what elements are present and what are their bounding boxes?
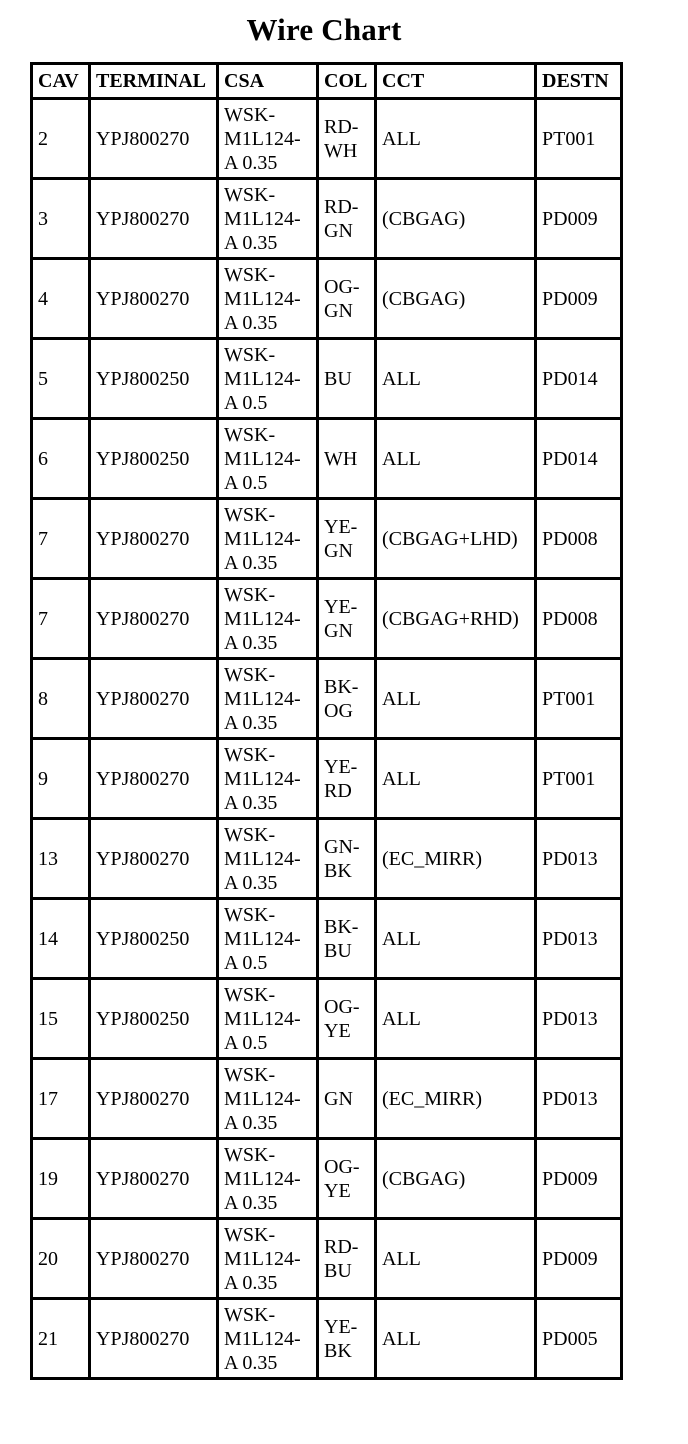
color-cell [318,979,376,1059]
color-cell [318,659,376,739]
destination-cell: PD005 [536,1299,622,1379]
terminal-cell: YPJ800250 [90,339,218,419]
csa-line: M1L124- [224,607,301,630]
csa-line: WSK- [224,983,276,1006]
csa-cell [218,99,318,179]
cav-cell: 5 [32,339,90,419]
terminal-cell: YPJ800250 [90,419,218,499]
csa-line: A 0.35 [224,711,278,734]
color-line: BK [324,859,352,882]
color-cell [318,1299,376,1379]
csa-cell [218,1219,318,1299]
csa-line: M1L124- [224,1167,301,1190]
color-cell [318,739,376,819]
circuit-cell: ALL [376,99,536,179]
cav-cell: 2 [32,99,90,179]
table-row [32,179,622,259]
table-row [32,819,622,899]
csa-cell [218,659,318,739]
csa-line: WSK- [224,823,276,846]
table-row [32,1219,622,1299]
circuit-cell: ALL [376,339,536,419]
destination-cell: PD013 [536,979,622,1059]
circuit-cell: ALL [376,739,536,819]
page-title: Wire Chart [246,12,402,47]
circuit-cell: ALL [376,979,536,1059]
cav-cell: 14 [32,899,90,979]
csa-line: M1L124- [224,1247,301,1270]
table-row [32,659,622,739]
csa-line: A 0.35 [224,551,278,574]
cav-cell: 13 [32,819,90,899]
column-header-cct: CCT [376,64,536,99]
destination-cell: PD013 [536,819,622,899]
table-row [32,979,622,1059]
destination-cell: PD009 [536,259,622,339]
circuit-cell: ALL [376,419,536,499]
color-line: OG- [324,275,360,298]
csa-line: WSK- [224,503,276,526]
terminal-cell: YPJ800270 [90,739,218,819]
cav-cell: 15 [32,979,90,1059]
table-row [32,579,622,659]
color-line: GN- [324,835,360,858]
terminal-cell: YPJ800270 [90,1059,218,1139]
csa-cell [218,899,318,979]
csa-line: WSK- [224,743,276,766]
color-cell [318,899,376,979]
csa-cell [218,499,318,579]
csa-line: WSK- [224,663,276,686]
circuit-cell: (CBGAG) [376,259,536,339]
destination-cell: PD014 [536,419,622,499]
csa-line: M1L124- [224,127,301,150]
csa-cell [218,419,318,499]
color-line: RD- [324,1235,359,1258]
csa-line: A 0.35 [224,1271,278,1294]
csa-line: M1L124- [224,1327,301,1350]
color-cell [318,99,376,179]
csa-line: A 0.35 [224,1111,278,1134]
csa-line: M1L124- [224,1007,301,1030]
destination-cell: PT001 [536,99,622,179]
csa-line: A 0.35 [224,791,278,814]
color-line: BU [324,1259,352,1282]
column-header-destn: DESTN [536,64,622,99]
color-cell [318,419,376,499]
color-line: GN [324,299,353,322]
csa-line: A 0.35 [224,1191,278,1214]
cav-cell: 19 [32,1139,90,1219]
destination-cell: PT001 [536,739,622,819]
cav-cell: 21 [32,1299,90,1379]
color-line: RD [324,779,352,802]
destination-cell: PD009 [536,1139,622,1219]
terminal-cell: YPJ800270 [90,179,218,259]
csa-line: M1L124- [224,687,301,710]
csa-cell [218,1299,318,1379]
csa-line: A 0.35 [224,631,278,654]
table-body [32,99,622,1379]
csa-cell [218,259,318,339]
color-line: BK- [324,675,359,698]
csa-line: WSK- [224,183,276,206]
csa-line: WSK- [224,1143,276,1166]
table-row [32,419,622,499]
color-line: BU [324,367,352,390]
table-row [32,1139,622,1219]
cav-cell: 17 [32,1059,90,1139]
csa-line: A 0.35 [224,311,278,334]
circuit-cell: ALL [376,659,536,739]
table-row [32,1059,622,1139]
circuit-cell: (CBGAG+LHD) [376,499,536,579]
color-line: GN [324,1087,353,1110]
cav-cell: 6 [32,419,90,499]
destination-cell: PD008 [536,579,622,659]
terminal-cell: YPJ800270 [90,659,218,739]
csa-line: A 0.5 [224,1031,268,1054]
color-cell [318,339,376,419]
color-line: BK- [324,915,359,938]
csa-line: M1L124- [224,767,301,790]
table-row [32,899,622,979]
circuit-cell: (EC_MIRR) [376,819,536,899]
cav-cell: 3 [32,179,90,259]
terminal-cell: YPJ800270 [90,579,218,659]
table-row [32,739,622,819]
color-line: OG [324,699,353,722]
color-line: YE- [324,515,358,538]
terminal-cell: YPJ800250 [90,979,218,1059]
table-header-row [32,64,622,99]
cav-cell: 9 [32,739,90,819]
column-header-csa: CSA [218,64,318,99]
csa-line: M1L124- [224,847,301,870]
color-line: GN [324,219,353,242]
csa-cell [218,739,318,819]
column-header-terminal: TERMINAL [90,64,218,99]
csa-line: M1L124- [224,527,301,550]
color-line: YE [324,1179,351,1202]
color-cell [318,1139,376,1219]
csa-line: WSK- [224,1303,276,1326]
cav-cell: 8 [32,659,90,739]
csa-line: A 0.5 [224,951,268,974]
destination-cell: PD009 [536,179,622,259]
destination-cell: PD009 [536,1219,622,1299]
csa-line: A 0.5 [224,391,268,414]
terminal-cell: YPJ800270 [90,259,218,339]
circuit-cell: (CBGAG+RHD) [376,579,536,659]
color-line: RD- [324,115,359,138]
csa-line: M1L124- [224,447,301,470]
csa-cell [218,1139,318,1219]
color-line: WH [324,139,358,162]
csa-line: WSK- [224,903,276,926]
color-line: BK [324,1339,352,1362]
csa-cell [218,339,318,419]
circuit-cell: ALL [376,899,536,979]
cav-cell: 7 [32,499,90,579]
csa-line: WSK- [224,343,276,366]
csa-cell [218,819,318,899]
color-line: OG- [324,995,360,1018]
terminal-cell: YPJ800270 [90,1299,218,1379]
csa-line: A 0.5 [224,471,268,494]
color-line: YE- [324,1315,358,1338]
color-cell [318,819,376,899]
table-row [32,99,622,179]
destination-cell: PD013 [536,899,622,979]
color-line: WH [324,447,358,470]
csa-cell [218,579,318,659]
csa-line: M1L124- [224,287,301,310]
csa-line: M1L124- [224,367,301,390]
csa-cell [218,1059,318,1139]
terminal-cell: YPJ800270 [90,99,218,179]
color-cell [318,179,376,259]
color-line: BU [324,939,352,962]
circuit-cell: ALL [376,1299,536,1379]
color-line: YE- [324,595,358,618]
circuit-cell: (EC_MIRR) [376,1059,536,1139]
color-line: GN [324,539,353,562]
circuit-cell: ALL [376,1219,536,1299]
table-row [32,339,622,419]
destination-cell: PD008 [536,499,622,579]
terminal-cell: YPJ800270 [90,819,218,899]
destination-cell: PD013 [536,1059,622,1139]
terminal-cell: YPJ800270 [90,1219,218,1299]
cav-cell: 4 [32,259,90,339]
circuit-cell: (CBGAG) [376,1139,536,1219]
table-row [32,1299,622,1379]
color-line: YE- [324,755,358,778]
column-header-cav: CAV [32,64,90,99]
terminal-cell: YPJ800270 [90,1139,218,1219]
csa-line: A 0.35 [224,151,278,174]
csa-line: WSK- [224,1063,276,1086]
csa-cell [218,179,318,259]
csa-line: M1L124- [224,1087,301,1110]
table-row [32,499,622,579]
destination-cell: PD014 [536,339,622,419]
terminal-cell: YPJ800250 [90,899,218,979]
csa-line: WSK- [224,1223,276,1246]
color-cell [318,1219,376,1299]
color-line: OG- [324,1155,360,1178]
csa-line: WSK- [224,583,276,606]
circuit-cell: (CBGAG) [376,179,536,259]
color-line: RD- [324,195,359,218]
wire-chart-table [30,62,623,1380]
csa-line: M1L124- [224,207,301,230]
cav-cell: 20 [32,1219,90,1299]
color-cell [318,1059,376,1139]
csa-line: A 0.35 [224,871,278,894]
color-cell [318,259,376,339]
csa-line: A 0.35 [224,231,278,254]
cav-cell: 7 [32,579,90,659]
color-cell [318,499,376,579]
color-cell [318,579,376,659]
terminal-cell: YPJ800270 [90,499,218,579]
color-line: YE [324,1019,351,1042]
csa-line: WSK- [224,263,276,286]
table-row [32,259,622,339]
destination-cell: PT001 [536,659,622,739]
csa-line: M1L124- [224,927,301,950]
csa-line: A 0.35 [224,1351,278,1374]
color-line: GN [324,619,353,642]
csa-cell [218,979,318,1059]
csa-line: WSK- [224,103,276,126]
csa-line: WSK- [224,423,276,446]
column-header-col: COL [318,64,376,99]
